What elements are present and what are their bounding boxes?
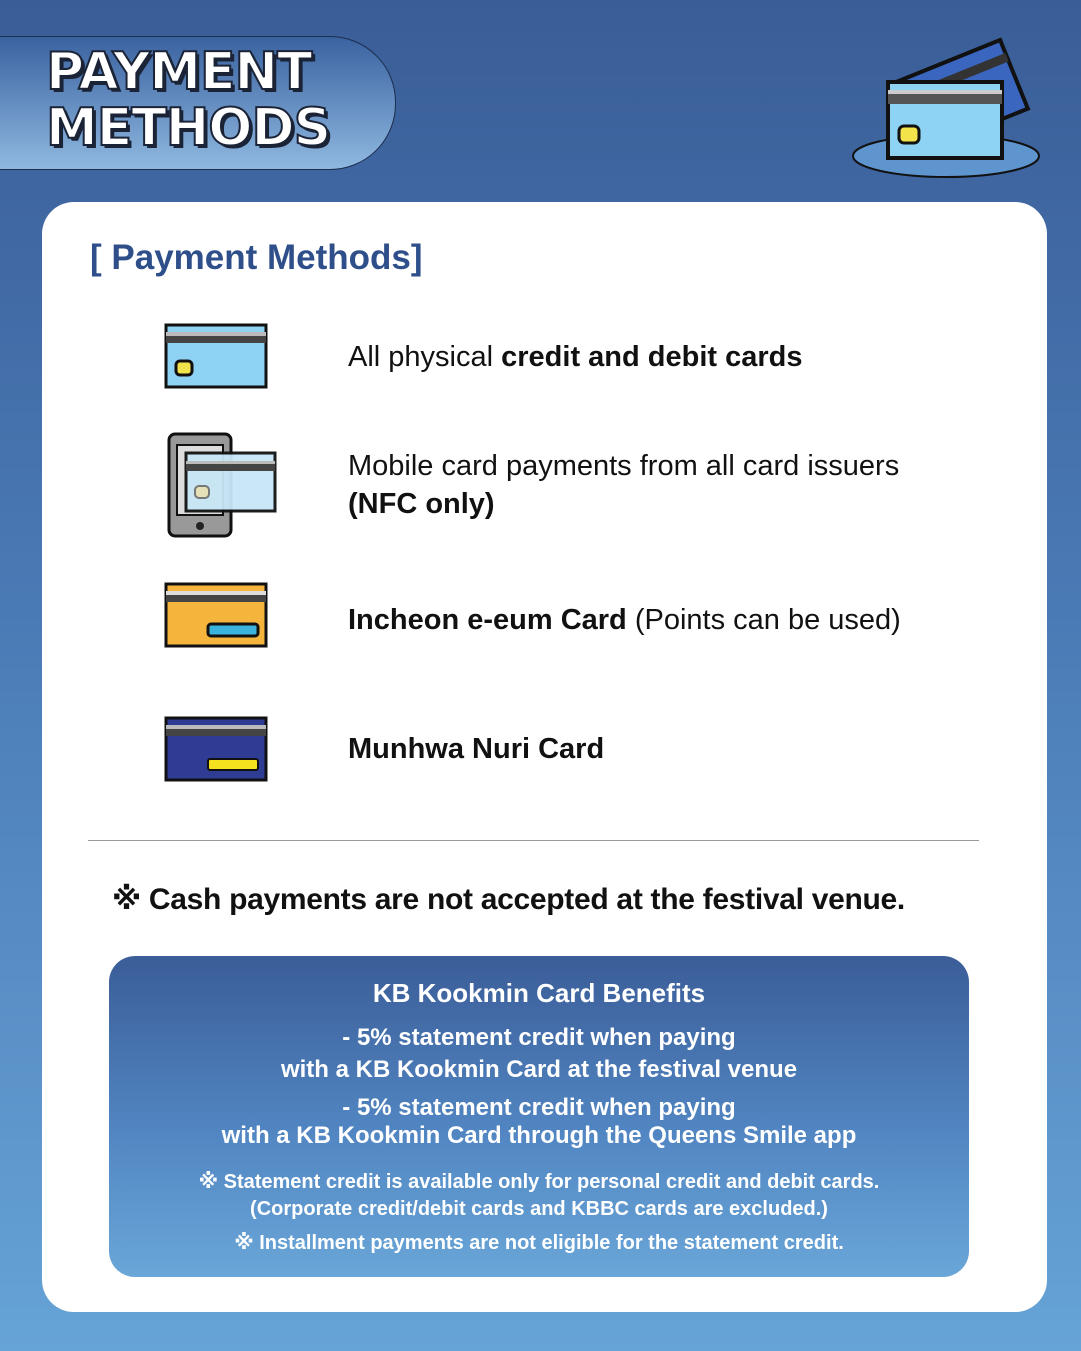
divider	[88, 840, 979, 841]
method-text-regular: All physical	[348, 341, 502, 373]
benefit-note-1-line-2: (Corporate credit/debit cards and KBBC cards are excluded.)	[250, 1198, 828, 1220]
page-title-line2: METHODS	[46, 98, 331, 158]
method-physical-cards	[348, 338, 802, 376]
method-text-regular: (Points can be used)	[626, 604, 901, 636]
munhwa-nuri-card-icon	[164, 716, 268, 782]
credit-card-icon	[164, 323, 268, 389]
benefit-note-2: ※ Installment payments are not eligible for the statement credit.	[234, 1232, 844, 1254]
method-munhwa-nuri-card	[348, 730, 604, 768]
benefit-1-line-1: - 5% statement credit when paying	[342, 1024, 736, 1051]
kb-benefits-box	[109, 956, 969, 1277]
method-text-regular: Mobile card payments from all card issuers	[348, 450, 900, 482]
benefit-2-line-1: - 5% statement credit when paying	[342, 1094, 736, 1121]
method-text-bold: credit and debit cards	[501, 341, 803, 373]
benefit-1-line-2: with a KB Kookmin Card at the festival venue	[280, 1056, 798, 1083]
credit-cards-icon	[848, 34, 1044, 180]
cash-notice: ※ Cash payments are not accepted at the festival venue.	[112, 883, 905, 916]
mobile-card-icon	[166, 431, 278, 539]
method-mobile-cards	[348, 447, 908, 523]
method-text-bold: Incheon e-eum Card	[348, 604, 627, 636]
method-eeum-card	[348, 601, 901, 639]
method-text-bold: (NFC only)	[348, 488, 495, 520]
method-text-bold: Munhwa Nuri Card	[348, 733, 605, 765]
benefit-2-line-2: with a KB Kookmin Card through the Queens Smile app	[221, 1122, 857, 1149]
eeum-card-icon	[164, 582, 268, 648]
payment-methods-panel	[42, 202, 1047, 1312]
benefits-title: KB Kookmin Card Benefits	[372, 978, 706, 1008]
page-title	[46, 44, 330, 156]
section-heading: [ Payment Methods]	[90, 238, 423, 277]
page-title-line1: PAYMENT	[46, 42, 312, 102]
benefit-note-1-line-1: ※ Statement credit is available only for personal credit and debit cards.	[198, 1171, 880, 1193]
